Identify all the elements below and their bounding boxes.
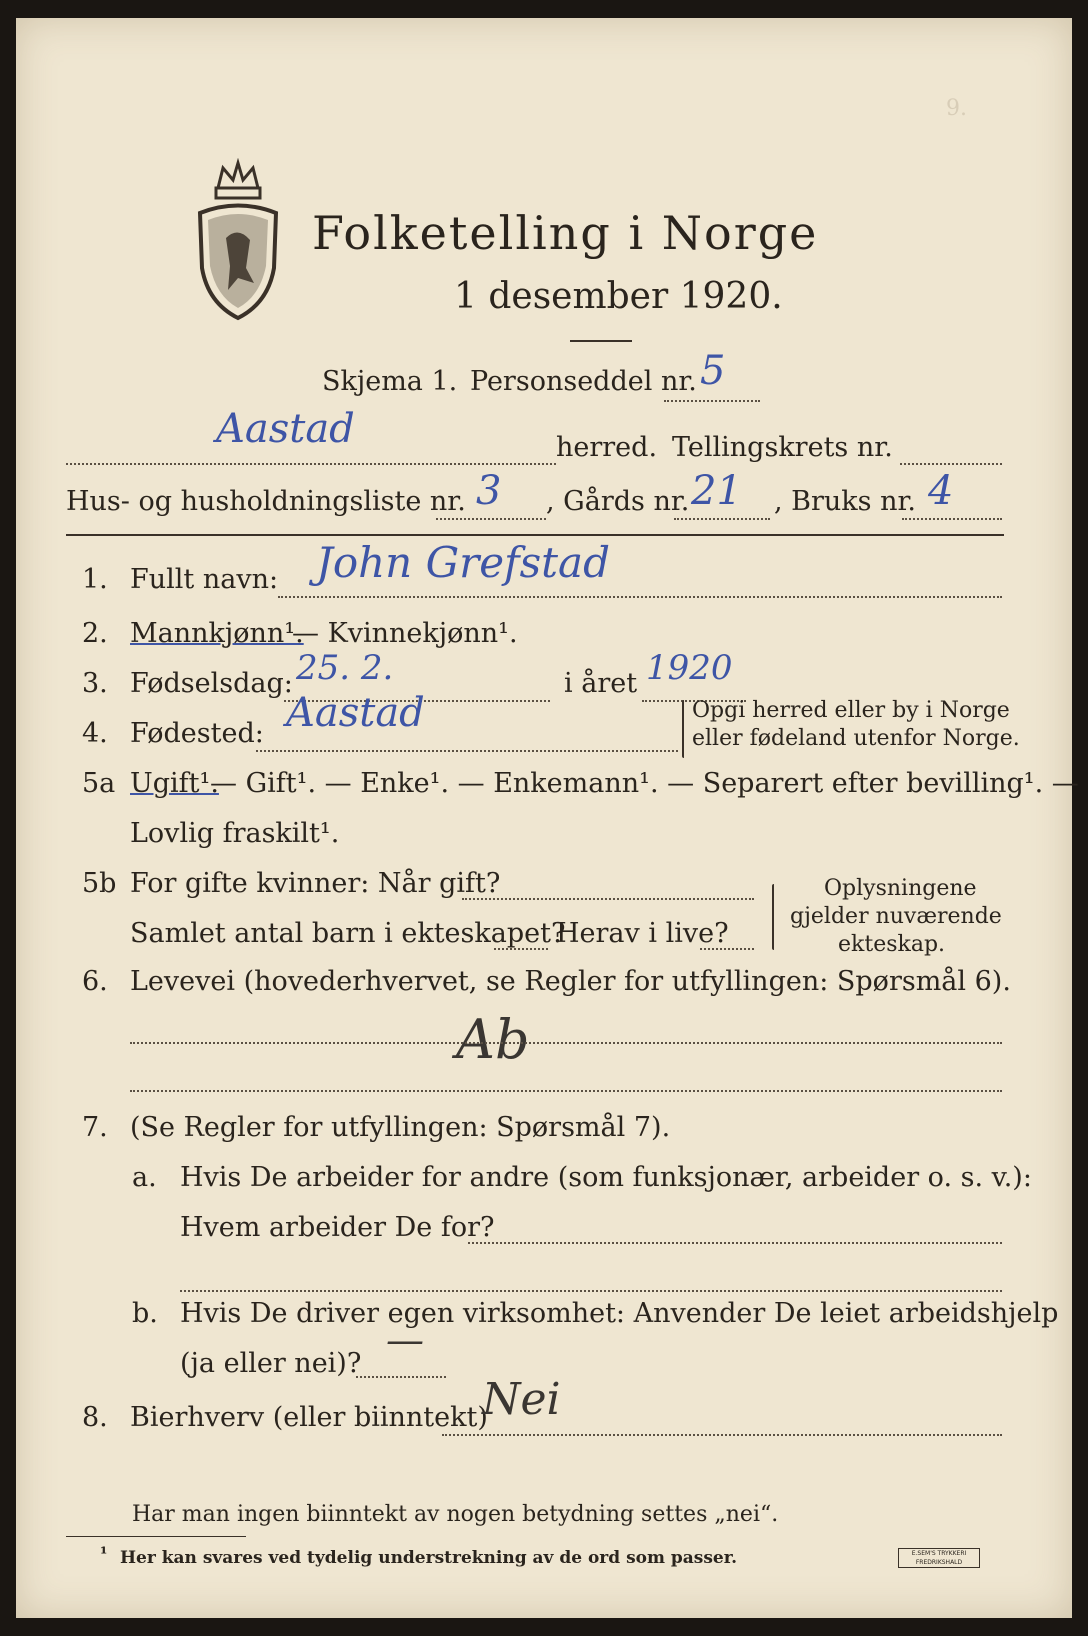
- footnote-marker: ¹: [100, 1544, 108, 1564]
- q7b-label: Hvis De driver egen virksomhet: Anvender De leiet arbeidshjelp: [180, 1298, 1059, 1329]
- header-separator: [66, 534, 1004, 536]
- gards-value: 21: [691, 468, 742, 514]
- personseddel-label: Personseddel nr.: [470, 366, 697, 397]
- status-unmarried-option: Ugift¹.: [130, 768, 219, 799]
- status-other-options: — Gift¹. — Enke¹. — Enkemann¹. — Separert efter bevilling¹. —: [210, 768, 1079, 799]
- employer-line-2: [180, 1290, 1002, 1292]
- marriage-brace: [772, 884, 774, 950]
- footnote-text: Her kan svares ved tydelig understrekning av de ord som passer.: [120, 1548, 738, 1568]
- census-form-page: [16, 18, 1079, 1618]
- married-when-label: For gifte kvinner: Når gift?: [130, 868, 501, 899]
- side-income-line: [442, 1434, 1002, 1436]
- q7-number: 7.: [82, 1112, 108, 1143]
- q3-number: 3.: [82, 668, 108, 699]
- children-alive-label: Herav i live?: [556, 918, 729, 949]
- birthplace-line: [256, 750, 678, 752]
- marriage-note-2: gjelder nuværende: [790, 904, 1002, 929]
- herred-label: herred.: [556, 432, 658, 463]
- q4-number: 4.: [82, 718, 108, 749]
- herred-value: Aastad: [216, 406, 355, 452]
- hired-help-line: [356, 1376, 446, 1378]
- q7b-letter: b.: [132, 1298, 158, 1329]
- gards-label: , Gårds nr.: [546, 486, 690, 517]
- birthplace-note-2: eller fødeland utenfor Norge.: [692, 726, 1020, 751]
- gards-line: [674, 518, 770, 520]
- marriage-note-3: ekteskap.: [838, 932, 946, 957]
- sex-male-option: Mannkjønn¹.: [130, 618, 304, 649]
- q2-number: 2.: [82, 618, 108, 649]
- employer-label: Hvem arbeider De for?: [180, 1212, 495, 1243]
- liste-line: [436, 518, 546, 520]
- occupation-line-2: [130, 1090, 1002, 1092]
- personseddel-line: [664, 400, 760, 402]
- liste-value: 3: [476, 468, 502, 514]
- q5a-number: 5a: [82, 768, 116, 799]
- printer-stamp: E.SEM'S TRYKKERI FREDRIKSHALD: [898, 1548, 980, 1568]
- full-name-value: John Grefstad: [316, 538, 610, 587]
- birthplace-brace: [682, 700, 684, 758]
- title-divider: [570, 340, 632, 342]
- q1-number: 1.: [82, 564, 108, 595]
- hired-help-value: —: [386, 1318, 424, 1362]
- form-title: Folketelling i Norge: [312, 206, 819, 260]
- census-date: 1 desember 1920.: [454, 276, 783, 317]
- status-divorced-option: Lovlig fraskilt¹.: [130, 818, 340, 849]
- occupation-label: Levevei (hovederhvervet, se Regler for utfyllingen: Spørsmål 6).: [130, 966, 1011, 997]
- side-income-label: Bierhverv (eller biinntekt): [130, 1402, 488, 1433]
- marriage-note-1: Oplysningene: [824, 876, 977, 901]
- q8-number: 8.: [82, 1402, 108, 1433]
- children-total-label: Samlet antal barn i ekteskapet?: [130, 918, 566, 949]
- tellingskrets-label: Tellingskrets nr.: [672, 432, 893, 463]
- birthdate-label: Fødselsdag:: [130, 668, 293, 699]
- employer-line-1: [468, 1242, 1002, 1244]
- herred-line: [66, 463, 556, 465]
- schema-label: Skjema 1.: [322, 366, 458, 397]
- q7a-letter: a.: [132, 1162, 157, 1193]
- bruks-label: , Bruks nr.: [774, 486, 917, 517]
- q6-number: 6.: [82, 966, 108, 997]
- side-income-value: Nei: [482, 1374, 561, 1425]
- full-name-line: [278, 596, 1002, 598]
- q7a-label: Hvis De arbeider for andre (som funksjonær, arbeider o. s. v.):: [180, 1162, 1032, 1193]
- full-name-label: Fullt navn:: [130, 564, 279, 595]
- q5b-number: 5b: [82, 868, 117, 899]
- occupation-value: Ab: [456, 1008, 530, 1071]
- birth-year-label: i året: [564, 668, 638, 699]
- children-alive-line: [700, 948, 754, 950]
- bruks-line: [902, 518, 1002, 520]
- birthdate-value: 25. 2.: [296, 648, 394, 688]
- personseddel-value: 5: [700, 348, 726, 394]
- birth-year-value: 1920: [646, 648, 733, 688]
- married-when-line: [462, 898, 754, 900]
- bleed-through: 9.: [946, 96, 967, 121]
- hired-help-label: (ja eller nei)?: [180, 1348, 362, 1379]
- coat-of-arms-emblem: [188, 158, 288, 333]
- liste-label: Hus- og husholdningsliste nr.: [66, 486, 466, 517]
- footnote-divider: [66, 1536, 246, 1537]
- birthplace-value: Aastad: [286, 690, 425, 736]
- sex-female-option: — Kvinnekjønn¹.: [292, 618, 518, 649]
- birthplace-label: Fødested:: [130, 718, 264, 749]
- side-income-note: Har man ingen biinntekt av nogen betydning settes „nei“.: [132, 1502, 779, 1527]
- q7-label: (Se Regler for utfyllingen: Spørsmål 7).: [130, 1112, 671, 1143]
- tellingskrets-line: [900, 463, 1002, 465]
- children-total-line: [494, 948, 548, 950]
- bruks-value: 4: [928, 468, 954, 514]
- birthplace-note-1: Opgi herred eller by i Norge: [692, 698, 1010, 723]
- occupation-line-1: [130, 1042, 1002, 1044]
